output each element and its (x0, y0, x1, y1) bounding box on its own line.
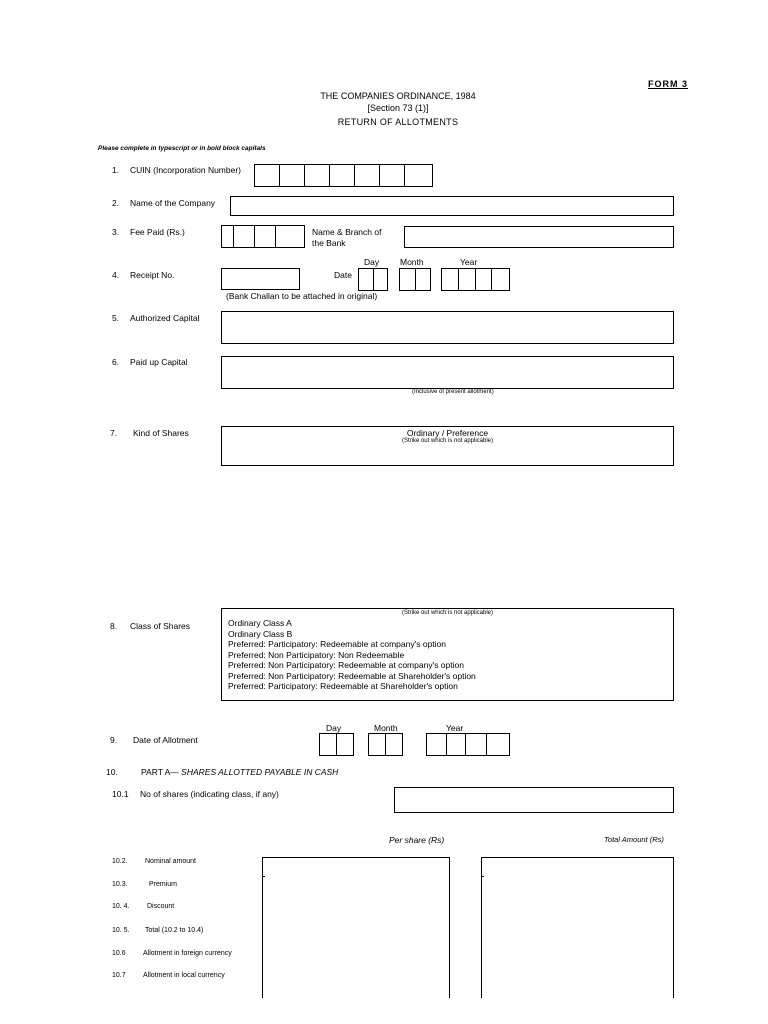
ordinance-title: THE COMPANIES ORDINANCE, 1984 (320, 91, 476, 101)
row-label-nominal: Nominal amount (145, 858, 196, 865)
per-share-header: Per share (Rs) (389, 835, 445, 845)
divider (482, 876, 484, 877)
part-a-title: SHARES ALLOTTED PAYABLE IN CASH (181, 767, 339, 777)
section-reference: [Section 73 (1)] (367, 103, 429, 113)
row-label-premium: Premium (149, 881, 178, 888)
row-label-local: Allotment in local currency (143, 972, 225, 979)
allotment-day-input[interactable] (319, 733, 354, 756)
kind-of-shares-box[interactable] (221, 426, 674, 466)
row-label-discount: Discount (147, 903, 175, 910)
number-of-shares-input[interactable] (394, 787, 674, 813)
class-option[interactable]: Preferred: Non Participatory: Redeemable at Shareholder's option (228, 670, 476, 681)
paid-up-capital-note: (Inclusive of present allotment) (412, 389, 494, 395)
field-2-number: 2. (112, 198, 120, 208)
kind-of-shares-value: Ordinary / Preference (406, 428, 489, 438)
receipt-month-header: Month (400, 257, 424, 267)
receipt-month-input[interactable] (399, 268, 431, 291)
receipt-number-input[interactable] (221, 268, 300, 290)
field-4-label: Receipt No. (130, 270, 175, 280)
class-of-shares-box[interactable] (221, 608, 674, 701)
row-number: 10.2. (112, 858, 128, 865)
class-option[interactable]: Ordinary Class A (228, 618, 292, 628)
fee-paid-input[interactable] (221, 225, 305, 248)
class-option[interactable]: Preferred: Non Participatory: Redeemable at company's option (228, 660, 464, 670)
row-number: 10. 4. (112, 903, 130, 910)
divider (263, 876, 265, 877)
field-4-number: 4. (112, 270, 120, 280)
field-1-label: CUIN (Incorporation Number) (130, 165, 242, 175)
class-of-shares-note: (Strike out which is not applicable) (401, 610, 494, 616)
field-10-number: 10. (106, 767, 118, 777)
receipt-year-header: Year (460, 257, 478, 267)
field-10-1-label: No of shares (indicating class, if any) (140, 789, 279, 799)
row-number: 10.7 (112, 972, 126, 979)
allotment-year-header: Year (446, 723, 464, 733)
total-amount-header: Total Amount (Rs) (604, 835, 664, 844)
field-8-label: Class of Shares (130, 621, 190, 631)
allotment-month-header: Month (374, 723, 398, 733)
field-2-label: Name of the Company (130, 198, 216, 208)
field-9-number: 9. (110, 735, 118, 745)
total-amount-column[interactable] (481, 857, 674, 998)
bank-branch-label-line2: the Bank (312, 238, 346, 248)
field-6-label: Paid up Capital (130, 357, 188, 367)
field-7-label: Kind of Shares (133, 428, 189, 438)
company-name-input[interactable] (230, 196, 674, 216)
class-option[interactable]: Ordinary Class B (228, 628, 293, 639)
field-5-number: 5. (112, 313, 120, 323)
field-5-label: Authorized Capital (130, 313, 200, 323)
per-share-amount-column[interactable] (262, 857, 450, 998)
row-label-foreign: Allotment in foreign currency (143, 950, 232, 957)
paid-up-capital-input[interactable] (221, 356, 674, 389)
instruction-text: Please complete in typescript or in bold block capitals (98, 145, 266, 152)
field-8-number: 8. (110, 621, 118, 631)
field-3-label: Fee Paid (Rs.) (130, 227, 185, 237)
form-number: FORM 3 (648, 79, 689, 89)
bank-branch-label-line1: Name & Branch of (312, 227, 382, 237)
receipt-date-label: Date (334, 270, 352, 280)
allotment-day-header: Day (326, 723, 342, 733)
class-option[interactable]: Preferred: Participatory: Redeemable at company's option (228, 639, 447, 649)
field-6-number: 6. (112, 357, 120, 367)
receipt-day-header: Day (364, 257, 380, 267)
row-label-total: Total (10.2 to 10.4) (145, 927, 204, 934)
part-a-prefix: PART A— (141, 767, 179, 777)
class-option[interactable]: Preferred: Non Participatory: Non Redeemable (228, 649, 405, 660)
class-option[interactable]: Preferred: Participatory: Redeemable at Shareholder's option (228, 681, 458, 691)
field-1-number: 1. (112, 165, 120, 175)
kind-of-shares-note: (Strike out which is not applicable) (401, 438, 494, 444)
row-number: 10. 5. (112, 927, 130, 934)
authorized-capital-input[interactable] (221, 311, 674, 344)
allotment-month-input[interactable] (368, 733, 403, 756)
row-number: 10.3. (112, 881, 128, 888)
allotment-year-input[interactable] (426, 733, 510, 756)
bank-branch-input[interactable] (404, 226, 674, 248)
receipt-year-input[interactable] (441, 268, 510, 291)
bank-challan-note: (Bank Challan to be attached in original) (226, 291, 378, 301)
cuin-input[interactable] (254, 164, 433, 187)
field-9-label: Date of Allotment (133, 735, 198, 745)
row-number: 10.6 (112, 950, 126, 957)
page-title: RETURN OF ALLOTMENTS (337, 117, 459, 127)
receipt-day-input[interactable] (358, 268, 388, 291)
field-7-number: 7. (110, 428, 118, 438)
class-of-shares-options (228, 618, 476, 692)
field-10-1-number: 10.1 (112, 789, 129, 799)
field-3-number: 3. (112, 227, 120, 237)
part-a-heading (141, 767, 338, 777)
